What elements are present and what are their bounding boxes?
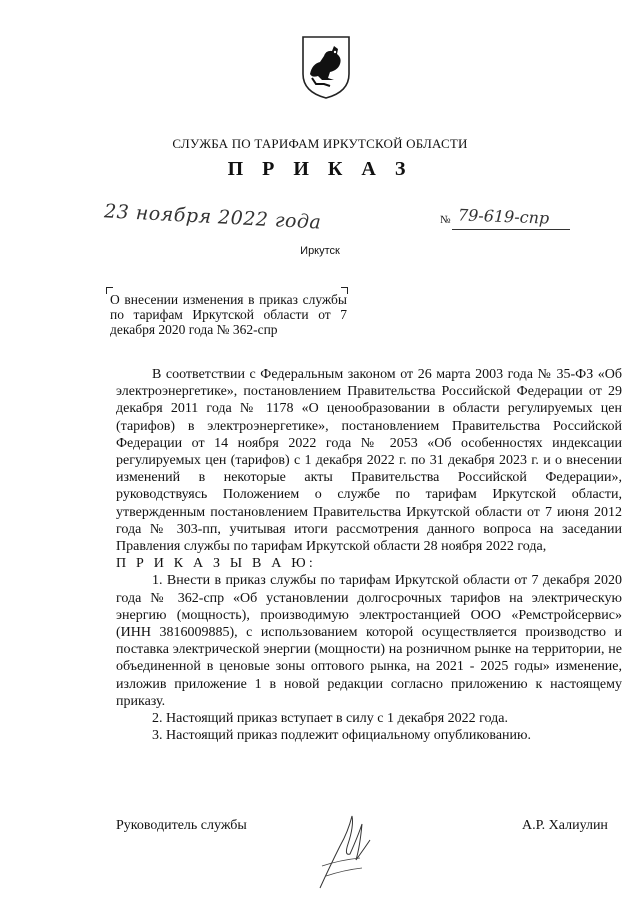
organization-name: СЛУЖБА ПО ТАРИФАМ ИРКУТСКОЙ ОБЛАСТИ (172, 136, 468, 151)
document-subject: О внесении изменения в приказ службы по тарифам Иркутской области от 7 декабря 2020 года № 362-спр (110, 292, 347, 337)
document-type-title: П Р И К А З (227, 158, 413, 180)
handwritten-number: 79-619-спр (457, 205, 550, 228)
order-item-1: 1. Внести в приказ службы по тарифам Иркутской области от 7 декабря 2020 года № 362-спр «Об установлении долгосрочных тарифов на электрическую энергию (мощность), производимую электростанцией ООО «Ремстройсервис» (ИНН 3816009885), с использованием которой осуществляется производство и поставка электрической энергии (мощности) на розничном рынке на территории, не объединенной в ценовые зоны оптового рынка, на 2021 - 2025 годы» изменение, изложив приложение 1 в новой редакции согласно приложению к настоящему приказу. (116, 573, 622, 709)
signatory-position: Руководитель службы (116, 818, 247, 833)
order-item-2: 2. Настоящий приказ вступает в силу с 1 декабря 2022 года. (152, 711, 508, 727)
number-underline (452, 229, 570, 230)
preamble-paragraph: В соответствии с Федеральным законом от 26 марта 2003 года № 35-ФЗ «Об электроэнергетике», постановлением Правительства Российской Федерации от 29 декабря 2011 года № 1178 «О ценообразовании в области регулируемых цен (тарифов) в электроэнергетике», постановлением Правительства Российской Федерации от 14 ноября 2022 года № 2053 «Об особенностях индексации регулируемых цен (тарифов) с 1 декабря 2022 г. по 31 декабря 2023 г. и о внесении изменений в некоторые акты Правительства Российской Федерации», руководствуясь Положением о службе по тарифам Иркутской области, утвержденным постановлением Правительства Иркутской области от 7 июня 2012 года № 303-пп, учитывая итоги рассмотрения данного вопроса на заседании Правления службы по тарифам Иркутской области 28 ноября 2022 года, (116, 367, 622, 555)
handwritten-date: 23 ноября 2022 года (103, 200, 322, 234)
document-body (116, 366, 622, 744)
handwritten-signature (300, 796, 390, 896)
order-item-3: 3. Настоящий приказ подлежит официальному опубликованию. (152, 728, 531, 744)
number-prefix: № (440, 214, 451, 226)
city-name: Иркутск (300, 245, 340, 257)
order-word: П Р И К А З Ы В А Ю: (116, 556, 316, 572)
coat-of-arms-emblem (300, 34, 352, 100)
signatory-name: А.Р. Халиулин (522, 818, 608, 833)
